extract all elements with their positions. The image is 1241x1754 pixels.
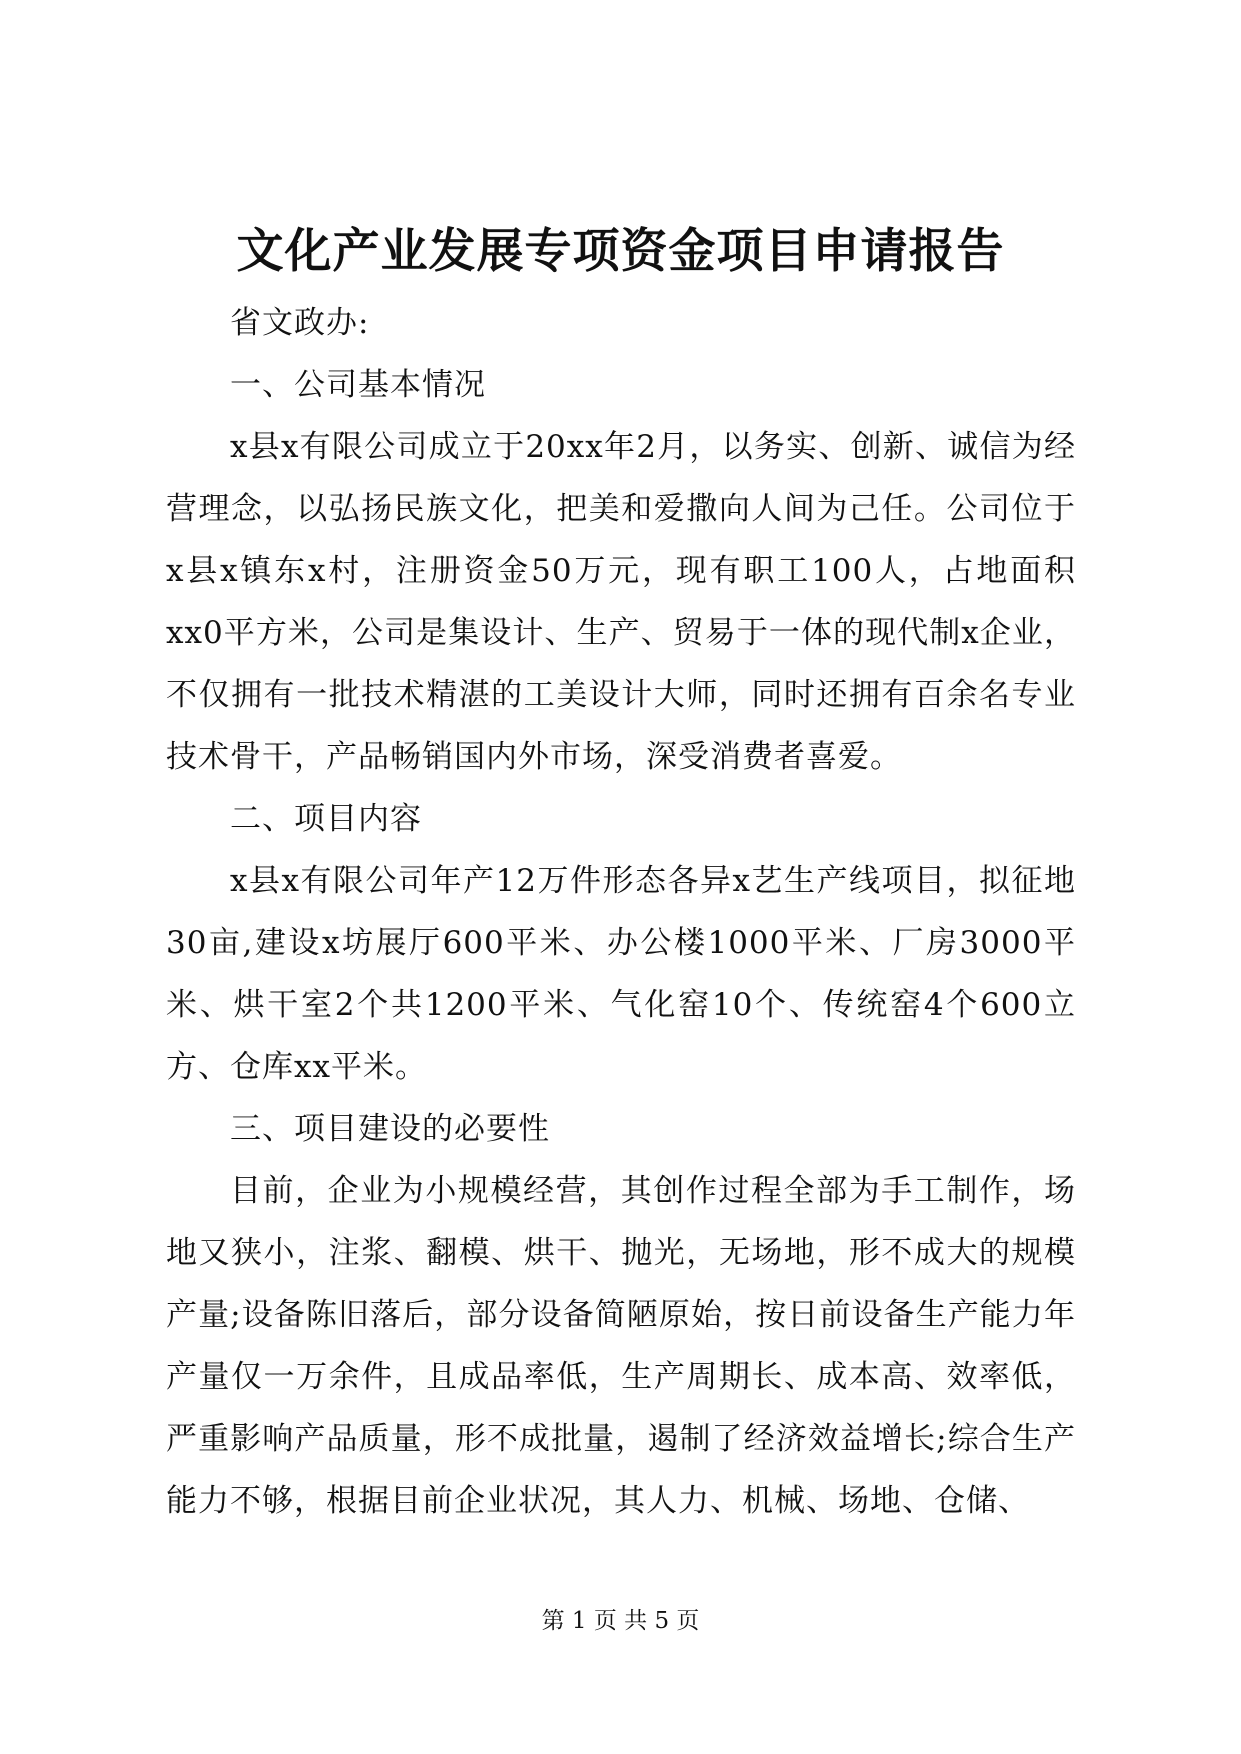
- section-heading-project-necessity: 三、项目建设的必要性: [230, 1111, 550, 1147]
- document-body: [166, 292, 1076, 1532]
- section-heading-company-overview: 一、公司基本情况: [230, 367, 486, 403]
- paragraph-project-content: x县x有限公司年产12万件形态各异x艺生产线项目，拟征地30亩,建设x坊展厅600平米、办公楼1000平米、厂房3000平米、烘干室2个共1200平米、气化窑10个、传统窑4个600立方、仓库xx平米。: [166, 863, 1076, 1085]
- paragraph-company-overview: x县x有限公司成立于20xx年2月，以务实、创新、诚信为经营理念，以弘扬民族文化，把美和爱撒向人间为己任。公司位于x县x镇东x村，注册资金50万元，现有职工100人，占地面积xx0平方米，公司是集设计、生产、贸易于一体的现代制x企业，不仅拥有一批技术精湛的工美设计大师，同时还拥有百余名专业技术骨干，产品畅销国内外市场，深受消费者喜爱。: [166, 429, 1076, 775]
- document-title: 文化产业发展专项资金项目申请报告: [236, 224, 1005, 279]
- section-heading-project-content: 二、项目内容: [230, 801, 422, 837]
- salutation: 省文政办:: [230, 305, 370, 341]
- paragraph-project-necessity: 目前，企业为小规模经营，其创作过程全部为手工制作，场地又狭小，注浆、翻模、烘干、抛光，无场地，形不成大的规模产量;设备陈旧落后，部分设备简陋原始，按日前设备生产能力年产量仅一万余件，且成品率低，生产周期长、成本高、效率低，严重影响产品质量，形不成批量，遏制了经济效益增长;综合生产能力不够，根据目前企业状况，其人力、机械、场地、仓储、: [166, 1173, 1076, 1519]
- page-number-footer: 第 1 页 共 5 页: [541, 1608, 700, 1634]
